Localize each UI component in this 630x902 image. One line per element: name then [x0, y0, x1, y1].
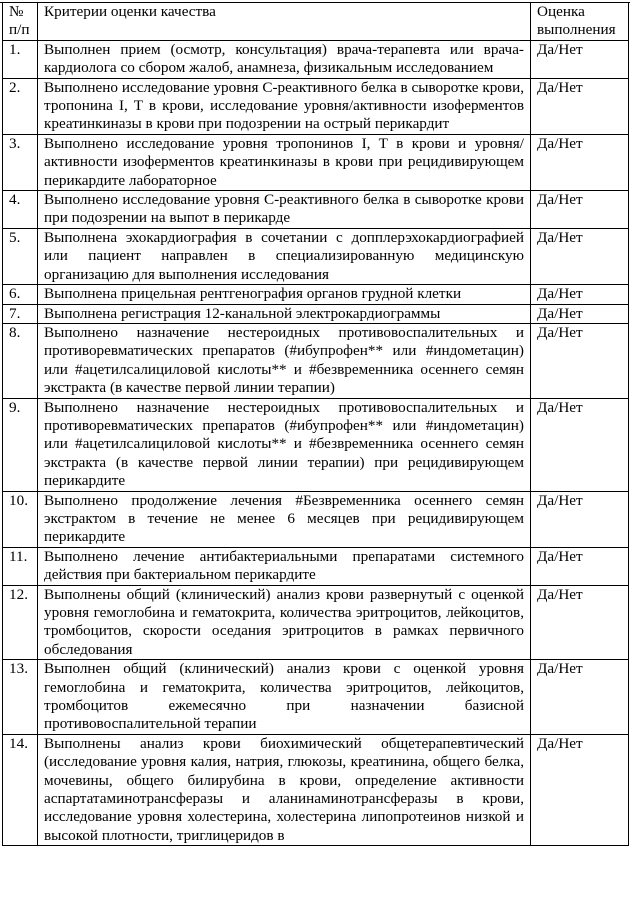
row-number: 7.	[3, 304, 38, 323]
row-result: Да/Нет	[531, 734, 629, 845]
table-row	[3, 398, 629, 491]
quality-criteria-table	[2, 2, 629, 846]
row-result: Да/Нет	[531, 228, 629, 284]
row-result: Да/Нет	[531, 398, 629, 491]
row-criterion: Выполнено продолжение лечения #Безвременника осеннего семян экстрактом в течение не менее 6 месяцев при рецидивирующем перикардите	[38, 491, 531, 547]
row-number: 3.	[3, 134, 38, 190]
row-result: Да/Нет	[531, 304, 629, 323]
row-result: Да/Нет	[531, 78, 629, 134]
header-criteria: Критерии оценки качества	[38, 3, 531, 41]
row-number: 9.	[3, 398, 38, 491]
header-number: № п/п	[3, 3, 38, 41]
row-criterion: Выполнены общий (клинический) анализ крови развернутый с оценкой уровня гемоглобина и гематокрита, количества эритроцитов, лейкоцитов, тромбоцитов, скорости оседания эритроцитов в рамках первичного обследования	[38, 585, 531, 660]
row-result: Да/Нет	[531, 40, 629, 78]
table-row	[3, 304, 629, 323]
table-row	[3, 585, 629, 660]
row-number: 11.	[3, 547, 38, 585]
row-number: 12.	[3, 585, 38, 660]
row-criterion: Выполнена эхокардиография в сочетании с допплерэхокардиографией или пациент направлен в специализированную медицинскую организацию для выполнения исследования	[38, 228, 531, 284]
table-row	[3, 191, 629, 229]
table-row	[3, 547, 629, 585]
row-criterion: Выполнена регистрация 12-канальной электрокардиограммы	[38, 304, 531, 323]
table-row	[3, 40, 629, 78]
row-result: Да/Нет	[531, 134, 629, 190]
row-criterion: Выполнено назначение нестероидных противовоспалительных и противоревматических препаратов (#ибупрофен** или #индометацин) или #ацетилсалициловой кислоты** и #безвременника осеннего семян экстракта (в качестве первой линии терапии)	[38, 323, 531, 398]
row-number: 8.	[3, 323, 38, 398]
row-result: Да/Нет	[531, 660, 629, 735]
row-criterion: Выполнена прицельная рентгенография органов грудной клетки	[38, 285, 531, 304]
row-criterion: Выполнено исследование уровня С-реактивного белка в сыворотке крови, тропонина I, T в крови, исследование уровня/активности изоферментов креатинкиназы в крови при подозрении на острый перикардит	[38, 78, 531, 134]
row-result: Да/Нет	[531, 285, 629, 304]
row-number: 13.	[3, 660, 38, 735]
row-result: Да/Нет	[531, 547, 629, 585]
table-row	[3, 323, 629, 398]
row-criterion: Выполнено исследование уровня С-реактивного белка в сыворотке крови при подозрении на выпот в перикарде	[38, 191, 531, 229]
table-row	[3, 734, 629, 845]
row-result: Да/Нет	[531, 323, 629, 398]
row-number: 1.	[3, 40, 38, 78]
table-row	[3, 285, 629, 304]
table-row	[3, 228, 629, 284]
table-row	[3, 78, 629, 134]
row-criterion: Выполнены анализ крови биохимический общетерапевтический (исследование уровня калия, натрия, глюкозы, креатинина, общего белка, мочевины, общего билирубина в крови, определение активности аспартатаминотрансферазы и аланинаминотрансферазы в крови, исследование уровня холестерина, холестерина липопротеинов низкой и высокой плотности, триглицеридов в	[38, 734, 531, 845]
header-result: Оценка выполнения	[531, 3, 629, 41]
row-result: Да/Нет	[531, 191, 629, 229]
table-row	[3, 491, 629, 547]
row-result: Да/Нет	[531, 491, 629, 547]
row-number: 5.	[3, 228, 38, 284]
row-number: 6.	[3, 285, 38, 304]
table-header-row	[3, 3, 629, 41]
row-number: 10.	[3, 491, 38, 547]
table-row	[3, 134, 629, 190]
row-criterion: Выполнено исследование уровня тропонинов I, T в крови и уровня/активности изоферментов креатинкиназы в крови при рецидивирующем перикардите лабораторное	[38, 134, 531, 190]
row-result: Да/Нет	[531, 585, 629, 660]
row-criterion: Выполнен общий (клинический) анализ крови с оценкой уровня гемоглобина и гематокрита, количества эритроцитов, лейкоцитов, тромбоцитов ежемесячно при назначении базисной противовоспалительной терапии	[38, 660, 531, 735]
table-row	[3, 660, 629, 735]
row-criterion: Выполнен прием (осмотр, консультация) врача-терапевта или врача-кардиолога со сбором жалоб, анамнеза, физикальным исследованием	[38, 40, 531, 78]
row-number: 4.	[3, 191, 38, 229]
row-criterion: Выполнено лечение антибактериальными препаратами системного действия при бактериальном перикардите	[38, 547, 531, 585]
row-number: 2.	[3, 78, 38, 134]
row-criterion: Выполнено назначение нестероидных противовоспалительных и противоревматических препаратов (#ибупрофен** или #индометацин) или #ацетилсалициловой кислоты** и #безвременника осеннего семян экстракта (в качестве первой линии терапии) при рецидивирующем перикардите	[38, 398, 531, 491]
row-number: 14.	[3, 734, 38, 845]
